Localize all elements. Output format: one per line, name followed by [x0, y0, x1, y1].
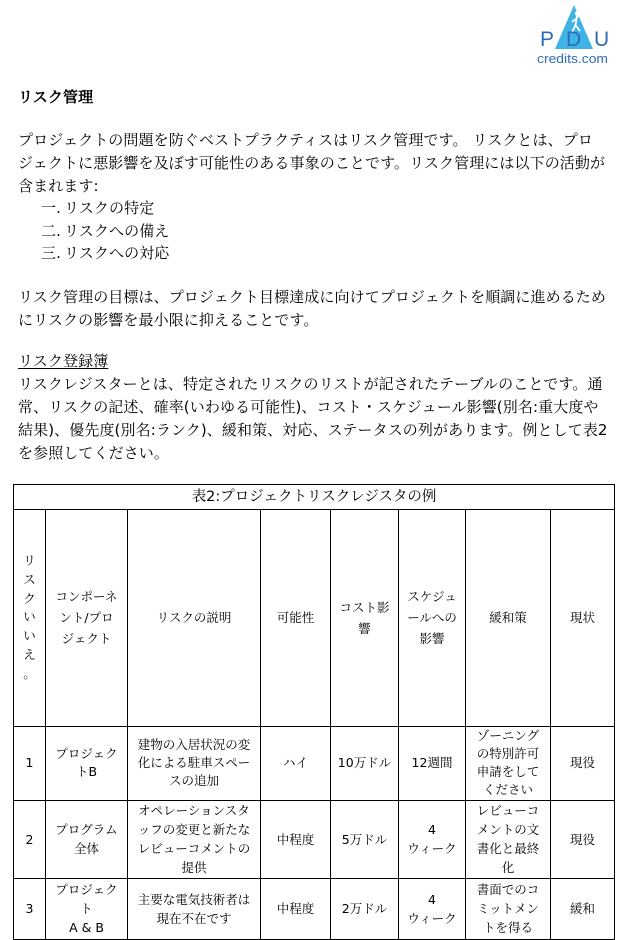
list-item [41, 242, 169, 265]
list-marker: 一. [41, 199, 61, 217]
table-caption-row [14, 485, 615, 510]
section-heading-risk-management: リスク管理 [18, 88, 94, 106]
cell-mitigation: レビューコ メントの文 書化と最終 化 [466, 800, 551, 878]
logo-letter-d: D [566, 28, 582, 51]
activity-list [41, 197, 169, 265]
header-risk-number [14, 510, 46, 727]
table-row [14, 800, 615, 878]
header-probability: 可能性 [261, 510, 331, 727]
cell-cost-impact: 5万ドル [331, 800, 399, 878]
list-item-text: リスクへの備え [64, 221, 170, 240]
cell-risk-number: 3 [14, 878, 46, 939]
cell-mitigation: 書面でのコ ミットメン トを得る [466, 878, 551, 939]
cell-schedule-impact: 4 ウィーク [399, 878, 466, 939]
header-status: 現状 [551, 510, 615, 727]
cell-component: プログラム 全体 [46, 800, 128, 878]
header-mitigation: 緩和策 [466, 510, 551, 727]
list-marker: 二. [41, 221, 61, 240]
cell-cost-impact: 2万ドル [331, 878, 399, 939]
cell-description: 主要な電気技術者は 現在不在です [128, 878, 261, 939]
header-risk-number-label: リスクいいえ。 [23, 553, 36, 681]
cell-risk-number: 1 [14, 726, 46, 800]
header-cost-impact: コスト影 響 [331, 510, 399, 727]
cell-cost-impact: 10万ドル [331, 726, 399, 800]
register-paragraph: リスクレジスターとは、特定されたリスクのリストが記されたテーブルのことです。通 常、リスクの記述、確率(いわゆる可能性)、コスト・スケジュール影響(別名:重大度や 結果)、優先度(別名:ランク)、緩和策、対応、ステータスの列があります。例として表2 を参照してください。 [18, 375, 608, 462]
section-heading-risk-register: リスク登録簿 [18, 352, 109, 370]
cell-description: オペレーションスタ ッフの変更と新たな レビューコメントの 提供 [128, 800, 261, 878]
pdu-credits-logo [528, 0, 618, 70]
cell-status: 緩和 [551, 878, 615, 939]
list-item [41, 197, 169, 220]
cell-probability: ハイ [261, 726, 331, 800]
intro-paragraph: プロジェクトの問題を防ぐベストプラクティスはリスク管理です。 リスクとは、プロ ジェクトに悪影響を及ぼす可能性のある事象のことです。リスク管理には以下の活動が 含まれます: [18, 131, 606, 195]
cell-component: プロジェク トB [46, 726, 128, 800]
cell-probability: 中程度 [261, 800, 331, 878]
cell-risk-number: 2 [14, 800, 46, 878]
logo-letter-p: P [540, 28, 555, 51]
list-item-text: リスクの特定 [64, 199, 155, 217]
header-component-project: コンポーネ ント/プロ ジェクト [46, 510, 128, 727]
table-row [14, 726, 615, 800]
goal-paragraph: リスク管理の目標は、プロジェクト目標達成に向けてプロジェクトを順調に進めるため にリスクの影響を最小限に抑えることです。 [18, 288, 607, 329]
cell-mitigation: ゾーニング の特別許可 申請をして ください [466, 726, 551, 800]
cell-schedule-impact: 4 ウィーク [399, 800, 466, 878]
cell-status: 現役 [551, 726, 615, 800]
list-item-text: リスクへの対応 [64, 244, 170, 262]
table-row [14, 878, 615, 939]
logo-letter-u: U [594, 28, 610, 51]
cell-probability: 中程度 [261, 878, 331, 939]
list-item [41, 220, 169, 243]
cell-component: プロジェク ト A & B [46, 878, 128, 939]
logo-tagline: credits.com [537, 51, 608, 66]
cell-description: 建物の入居状況の変 化による駐車スペー スの追加 [128, 726, 261, 800]
table-header-row [14, 510, 615, 727]
list-marker: 三. [41, 244, 61, 262]
cell-schedule-impact: 12週間 [399, 726, 466, 800]
risk-register-table [13, 484, 615, 940]
cell-status: 現役 [551, 800, 615, 878]
header-schedule-impact: スケジュ ールへの 影響 [399, 510, 466, 727]
table-caption: 表2:プロジェクトリスクレジスタの例 [14, 485, 615, 510]
header-risk-description: リスクの説明 [128, 510, 261, 727]
